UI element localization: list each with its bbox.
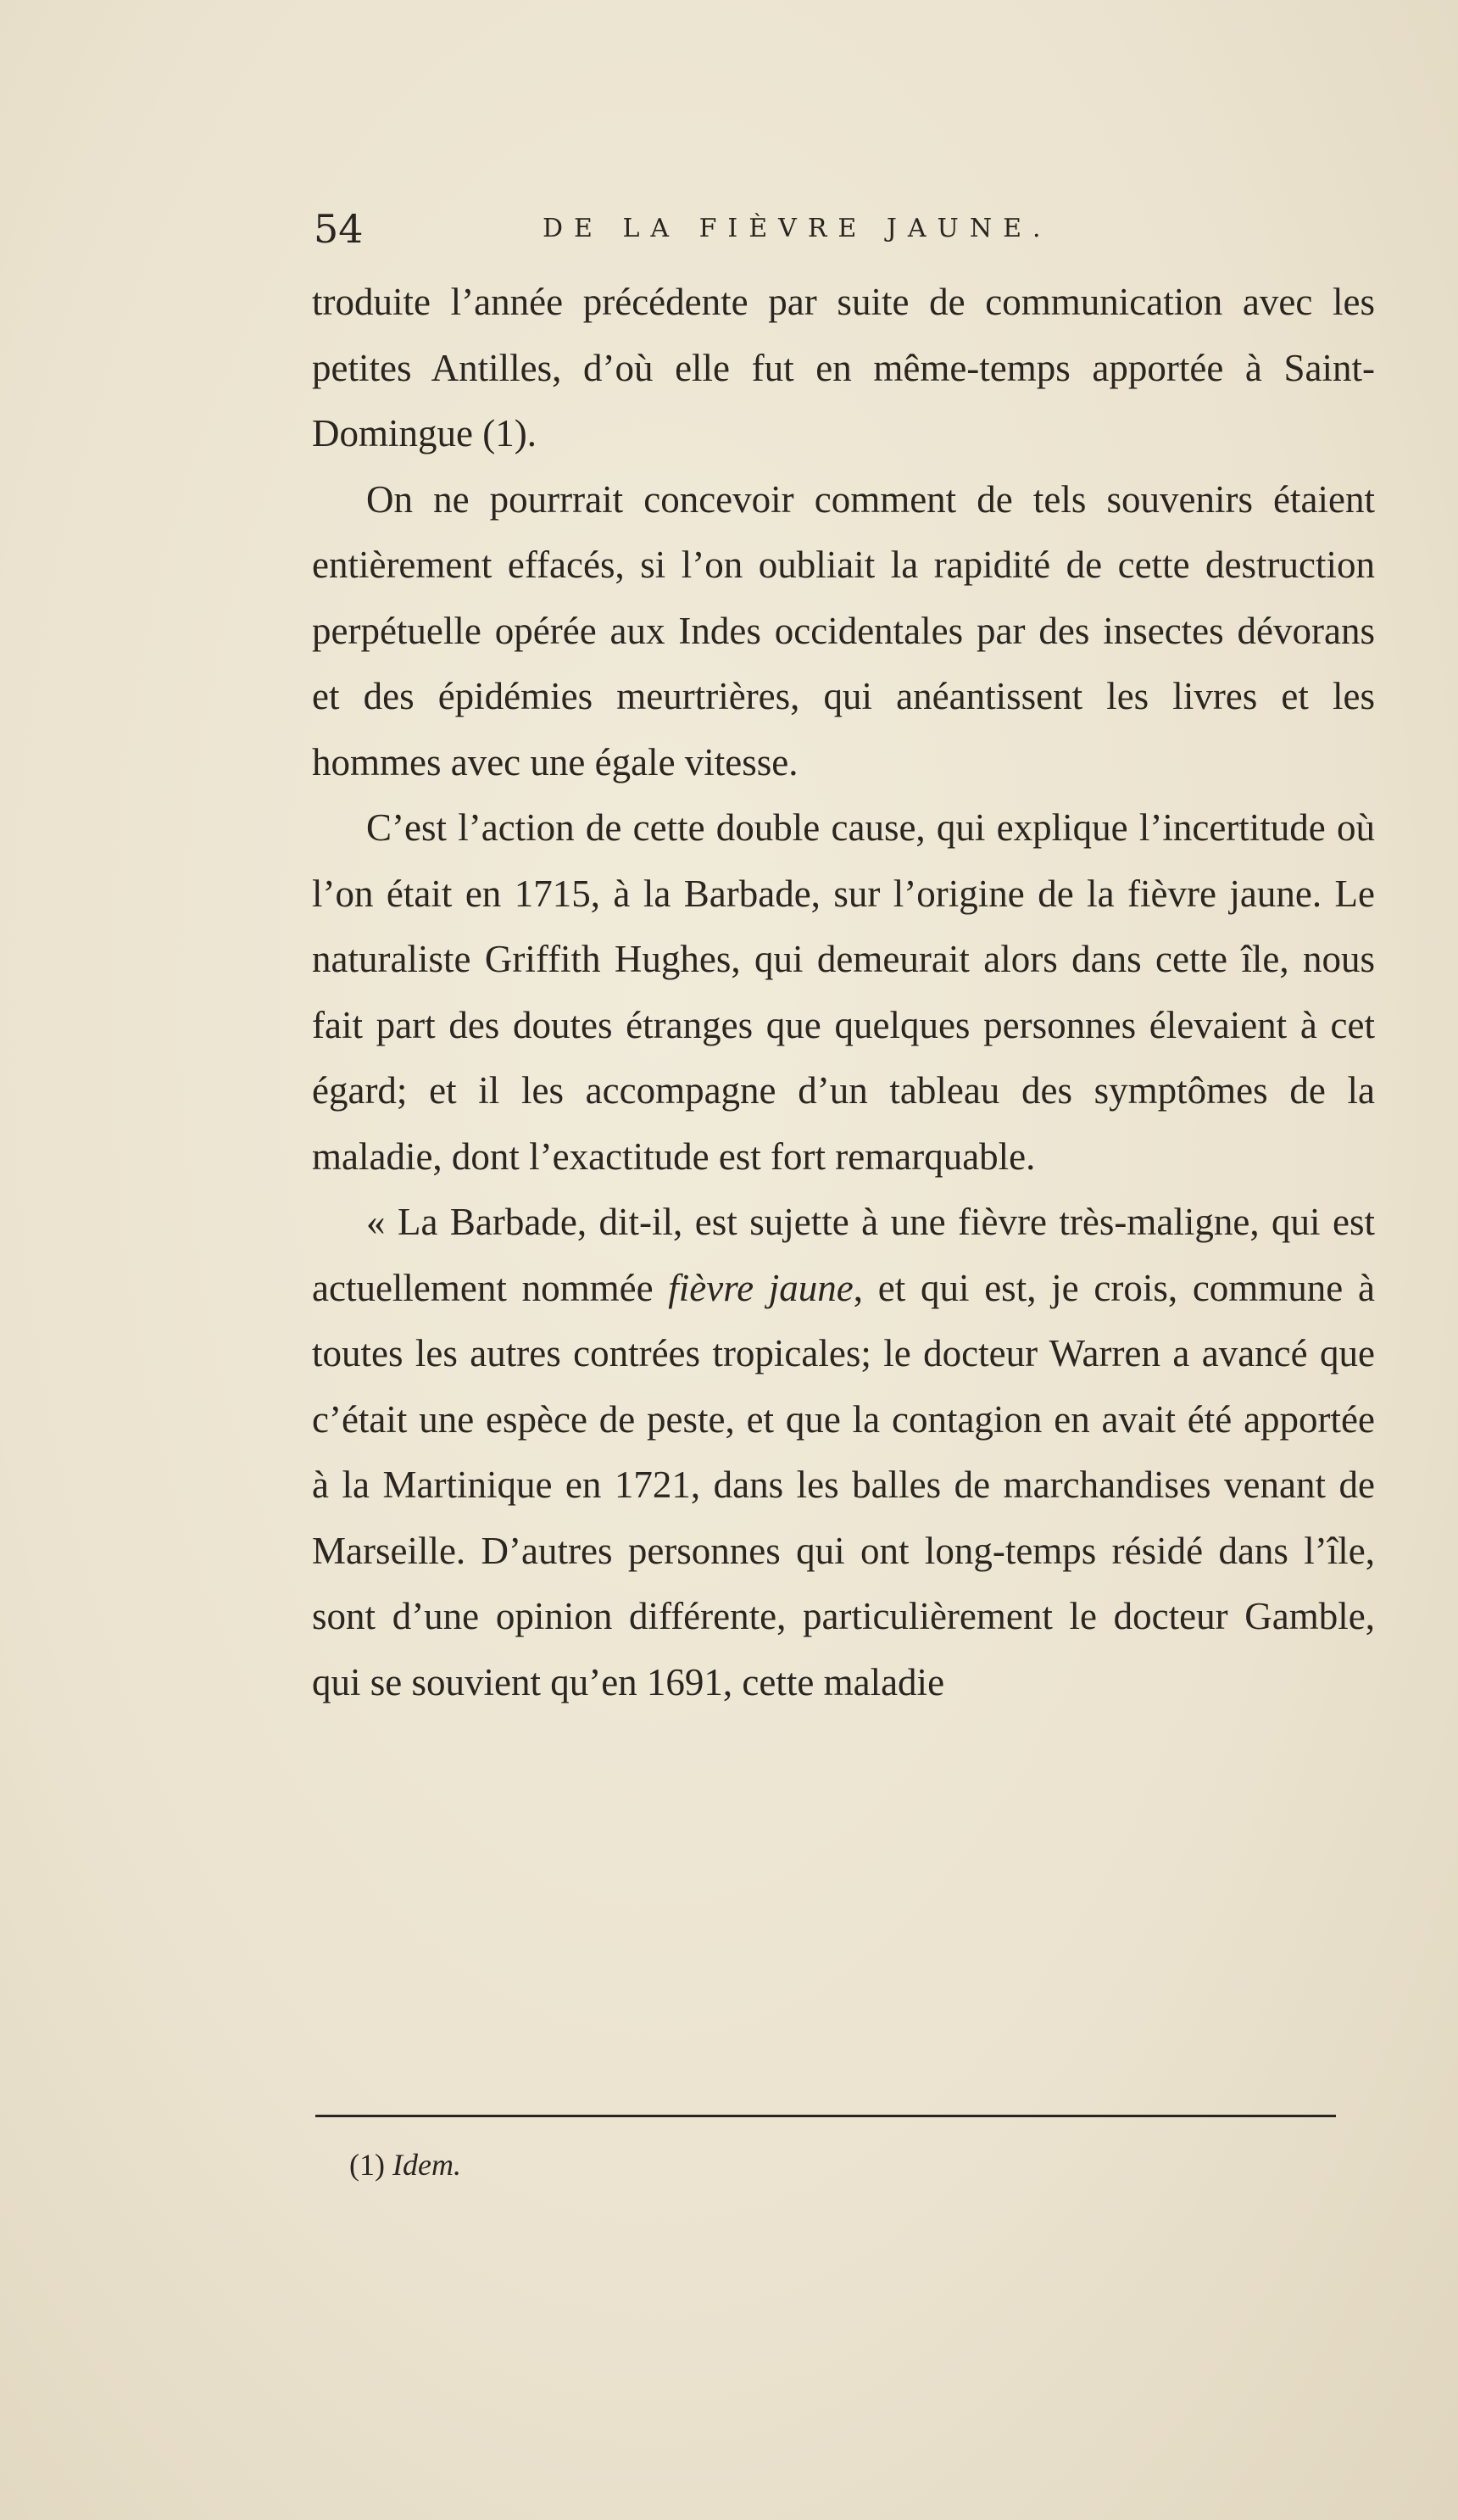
running-head: DE LA FIÈVRE JAUNE. <box>543 214 1052 243</box>
page-header <box>314 203 1390 254</box>
paragraph-quote <box>312 1190 1375 1715</box>
footnote-marker: (1) <box>349 2148 385 2182</box>
footnote-divider <box>315 2115 1336 2117</box>
paragraph-continued: troduite l’année précédente par suite de communication avec les petites Antilles, d’où elle fut en même-temps apportée à Saint-Domingue (1). <box>312 281 1375 454</box>
body-text <box>312 270 1375 1715</box>
page-number: 54 <box>314 206 364 252</box>
quote-text-before: « La Barbade, dit-il, est sujette à une fièvre très-maligne, qui est actuellement nommée <box>312 1201 1375 1309</box>
paragraph-barbade: C’est l’action de cette double cause, qui explique l’incertitude où l’on était en 1715, à la Barbade, sur l’origine de la fièvre jaune. Le naturaliste Griffith Hughes, qui demeurait alors dans cette île, nous fait part des doutes étranges que quelques personnes élevaient à cet égard; et il les accompagne d’un tableau des symptômes de la maladie, dont l’exactitude est fort remarquable. <box>312 806 1375 1178</box>
footnote-text: Idem. <box>392 2148 461 2182</box>
quote-text-after: , et qui est, je crois, commune à toutes les autres contrées tropicales; le docteur Warren a avancé que c’était une espèce de peste, et que la contagion en avait été apportée à la Martinique en 1721, dans les balles de marchandises venant de Marseille. D’autres personnes qui ont long-temps résidé dans l’île, sont d’une opinion différente, particulièrement le docteur Gamble, qui se souvient qu’en 1691, cette maladie <box>312 1266 1375 1703</box>
paragraph-souvenirs: On ne pourrrait concevoir comment de tels souvenirs étaient entièrement effacés, si l’on oubliait la rapidité de cette destruction perpétuelle opérée aux Indes occidentales par des insectes dévorans et des épidémies meurtrières, qui anéantissent les livres et les hommes avec une égale vitesse. <box>312 477 1375 783</box>
quote-italic-term: fièvre jaune <box>668 1266 854 1309</box>
footnote <box>349 2144 461 2186</box>
